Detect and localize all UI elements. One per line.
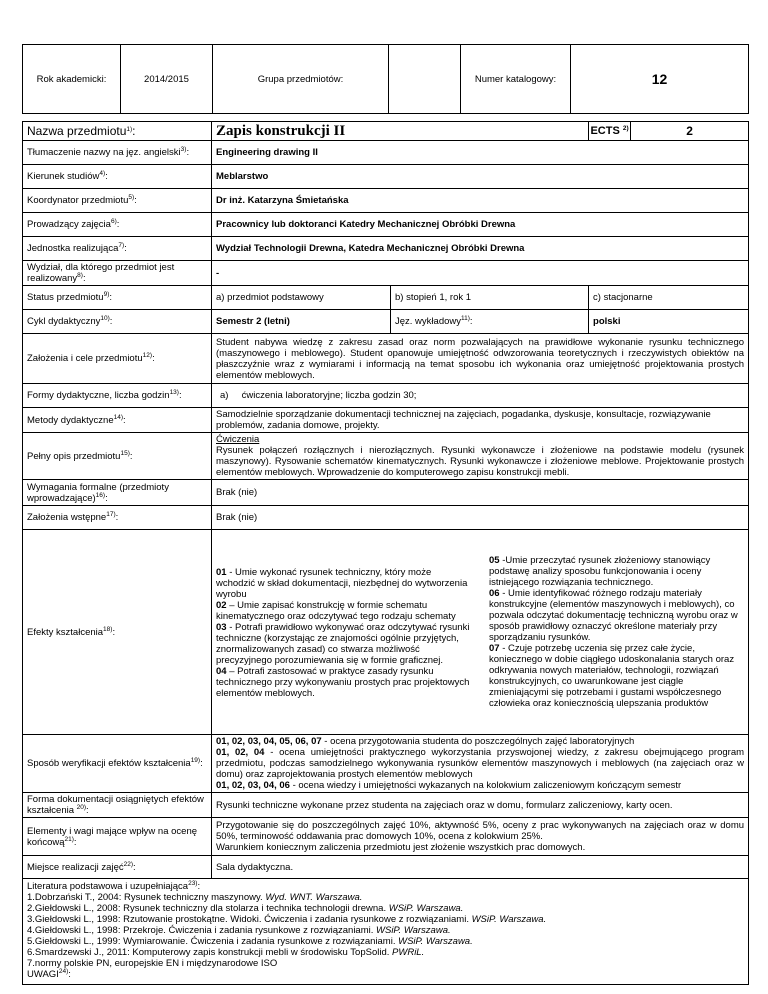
faculty-row xyxy=(23,261,749,286)
literature-item: 1.Dobrzański T., 2004: Rysunek techniczny maszynowy. Wyd. WNT. Warszawa. xyxy=(27,892,363,903)
direction-row xyxy=(23,165,749,189)
verification-value: 01, 02, 03, 04, 05, 06, 07 - ocena przygotowania studenta do poszczególnych zajęć laboratoryjnych 01, 02, 04 - ocena umiejętności praktycznego wykorzystania przyswojonej wiedzy, z zakresu obejmującego program przedmiotu, podczas samodzielnego wykonywania rysunków elementów maszynowych i meblowych (na zajęciach oraz w domu) oraz zaprojektowania prostych elementów meblowych 01, 02, 03, 04, 06 - ocena wiedzy i umiejętności wykazanych na kolokwium zaliczeniowym kończącym semestr xyxy=(212,735,749,793)
effect-01: 01 - Umie wykonać rysunek techniczny, który może wchodzić w skład dokumentacji, niezbędnej do wytworzenia wyrobu xyxy=(216,567,468,600)
literature-row xyxy=(23,879,749,985)
status-row xyxy=(23,286,749,310)
effect-07: 07 - Czuje potrzebę uczenia się przez całe życie, koniecznego w dobie ciągłego udoskonalania starych oraz odkrywania nowych materiałów, technologii, rozwiązań konstrukcyjnych, co uwarunkowane jest ciągle zmieniającymi się potrzebami i gustami współczesnego człowieka oraz koniecznością ulepszania produktów xyxy=(489,643,735,709)
catalog-number: 12 xyxy=(571,45,749,114)
documentation-value: Rysunki techniczne wykonane przez studenta na zajęciach oraz w domu, formularz zaliczeniowy, karty ocen. xyxy=(212,793,749,818)
description-row xyxy=(23,433,749,480)
status-a: a) przedmiot podstawowy xyxy=(212,286,391,310)
faculty-value: - xyxy=(212,261,749,286)
teachers-label: Prowadzący zajęcia$^{6)}$: xyxy=(23,213,212,237)
prereq-label: Założenia wstępne$^{17)}$: xyxy=(23,506,212,530)
description-value: Ćwiczenia Rysunek połączeń rozłącznych i nierozłącznych. Rysunki wykonawcze i złożeniowe na podstawie modelu (rysunek maszynowy). Rysowanie schematów kinematycznych. Rysunki wykonawcze i złożeniowe meblowe. Projektowanie prostych elementów meblowych. Wprowadzenie do komputerowego zapisu konstrukcji mebli. xyxy=(212,433,749,480)
course-name-row xyxy=(23,122,749,141)
effects-label: Efekty kształcenia$^{18)}$: xyxy=(23,530,212,735)
place-label: Miejsce realizacji zajęć$^{22)}$: xyxy=(23,856,212,879)
literature-item: 2.Giełdowski L., 2008: Rysunek techniczny dla stolarza i technika technologii drewna. WSiP. Warszawa. xyxy=(27,903,464,914)
semester-value: Semestr 2 (letni) xyxy=(212,310,391,334)
literature-cell xyxy=(23,879,749,985)
catalog-label: Numer katalogowy: xyxy=(461,45,571,114)
formal-value: Brak (nie) xyxy=(212,480,749,506)
goals-label: Założenia i cele przedmiotu$^{12)}$: xyxy=(23,334,212,384)
documentation-row xyxy=(23,793,749,818)
direction-label: Kierunek studiów$^{4)}$: xyxy=(23,165,212,189)
documentation-label: Forma dokumentacji osiągniętych efektów kształcenia $^{20)}$: xyxy=(23,793,212,818)
group-label: Grupa przedmiotów: xyxy=(213,45,389,114)
effects-row xyxy=(23,530,749,735)
academic-year-label: Rok akademicki: xyxy=(23,45,121,114)
forms-label: Formy dydaktyczne, liczba godzin$^{13)}$: xyxy=(23,384,212,408)
academic-year-value: 2014/2015 xyxy=(121,45,213,114)
prereq-value: Brak (nie) xyxy=(212,506,749,530)
effect-03: 03 - Potrafi prawidłowo wykonywać oraz odczytywać rysunki techniczne (korzystając ze znajomości ogólnie przyjętych, znormalizowanych zasad) co stwarza możliwość precyzyjnego porozumiewania się w formie graficznej. xyxy=(216,622,470,666)
methods-label: Metody dydaktyczne$^{14)}$: xyxy=(23,408,212,433)
formal-label: Wymagania formalne (przedmioty wprowadzające)$^{16)}$: xyxy=(23,480,212,506)
formal-row xyxy=(23,480,749,506)
course-name: Zapis konstrukcji II xyxy=(212,122,589,141)
goals-row xyxy=(23,334,749,384)
status-c: c) stacjonarne xyxy=(589,286,749,310)
literature-item: 5.Giełdowski L., 1999: Wymiarowanie. Ćwiczenia i zadania rysunkowe z rozwiązaniami. WSiP. Warszawa. xyxy=(27,936,473,947)
coordinator-label: Koordynator przedmiotu$^{5)}$: xyxy=(23,189,212,213)
weights-label: Elementy i wagi mające wpływ na ocenę końcową$^{21)}$: xyxy=(23,818,212,856)
effect-05: 05 -Umie przeczytać rysunek złożeniowy stanowiący podstawę analizy sposobu funkcjonowania i oceny istniejącego rozwiązania technicznego. xyxy=(489,555,711,588)
status-b: b) stopień 1, rok 1 xyxy=(391,286,589,310)
weights-value: Przygotowanie się do poszczególnych zajęć 10%, aktywność 5%, oceny z prac wykonywanych na zajęciach oraz w domu 50%, terminowość oddawania prac domowych 10%, ocena z kolokwium 25%. Warunkiem koniecznym zaliczenia przedmiotu jest złożenie wszystkich prac domowych. xyxy=(212,818,749,856)
header-table xyxy=(22,44,748,110)
literature-item: 7.normy polskie PN, europejskie EN i międzynarodowe ISO xyxy=(27,958,278,969)
unit-row xyxy=(23,237,749,261)
direction-value: Meblarstwo xyxy=(212,165,749,189)
unit-value: Wydział Technologii Drewna, Katedra Mechanicznej Obróbki Drewna xyxy=(212,237,749,261)
place-row xyxy=(23,856,749,879)
effect-06: 06 - Umie identyfikować różnego rodzaju materiały konstrukcyjne (elementów maszynowych i meblowych), co pozwala odczytać dokumentację techniczną wyrobu oraz w sposób prawidłowy oznaczyć określone materiały przy sporządzaniu rysunków. xyxy=(489,588,738,643)
verification-row xyxy=(23,735,749,793)
translation-row xyxy=(23,141,749,165)
place-value: Sala dydaktyczna. xyxy=(212,856,749,879)
literature-label: Literatura podstawowa i uzupełniająca$^{23)}$: xyxy=(27,880,201,892)
ects-value: 2 xyxy=(631,122,749,141)
coordinator-row xyxy=(23,189,749,213)
language-value: polski xyxy=(589,310,749,334)
literature-item: 4.Giełdowski L., 1998: Przekroje. Ćwiczenia i zadania rysunkowe z rozwiązaniami. WSiP. Warszawa. xyxy=(27,925,451,936)
methods-row xyxy=(23,408,749,433)
forms-value: a) ćwiczenia laboratoryjne; liczba godzin 30; xyxy=(212,384,749,408)
translation-value: Engineering drawing II xyxy=(212,141,749,165)
effect-02: 02 – Umie zapisać konstrukcję w formie schematu kinematycznego oraz odczytywać tego rodzaju schematy xyxy=(216,600,456,622)
translation-label: Tłumaczenie nazwy na jęz. angielski$^{3)}$: xyxy=(23,141,212,165)
notes-label: UWAGI$^{24)}$: xyxy=(27,968,71,980)
effect-04: 04 – Potrafi zastosować w praktyce zasady rysunku technicznego przy wykonywaniu prostych prac projektowych elementów meblowych. xyxy=(216,666,470,699)
description-label: Pełny opis przedmiotu$^{15)}$: xyxy=(23,433,212,480)
language-label: Jęz. wykładowy$^{11)}$: xyxy=(391,310,589,334)
group-value xyxy=(389,45,461,114)
forms-row xyxy=(23,384,749,408)
cycle-row xyxy=(23,310,749,334)
methods-value: Samodzielnie sporządzanie dokumentacji technicznej na zajęciach, pogadanka, dyskusje, konsultacje, rozwiązywanie problemów, zadania domowe, projekty. xyxy=(212,408,749,433)
teachers-value: Pracownicy lub doktoranci Katedry Mechanicznej Obróbki Drewna xyxy=(212,213,749,237)
weights-row xyxy=(23,818,749,856)
cycle-label: Cykl dydaktyczny$^{10)}$: xyxy=(23,310,212,334)
ects-label: ECTS $^{2)}$ xyxy=(589,122,631,141)
course-name-label: Nazwa przedmiotu$^{1)}$: xyxy=(23,122,212,141)
prereq-row xyxy=(23,506,749,530)
goals-value: Student nabywa wiedzę z zakresu zasad oraz norm pozwalających na prawidłowe wykonanie rysunku technicznego (maszynowego i meblowego). Student opanowuje umiejętność odwzorowania teoretycznych i rzeczywistych obiektów na płaszczyźnie wraz z wymiarami i informacją na temat sposobu ich wykonania oraz umiejętność projektowania prostych elementów meblowych. xyxy=(212,334,749,384)
coordinator-value: Dr inż. Katarzyna Śmietańska xyxy=(212,189,749,213)
verification-label: Sposób weryfikacji efektów kształcenia$^{19)}$: xyxy=(23,735,212,793)
effects-value xyxy=(212,530,749,735)
literature-item: 3.Giełdowski L., 1998: Rzutowanie prostokątne. Widoki. Ćwiczenia i zadania rysunkowe z rozwiązaniami. WSiP. Warszawa. xyxy=(27,914,547,925)
teachers-row xyxy=(23,213,749,237)
course-card-table xyxy=(22,121,748,985)
literature-item: 6.Smardzewski J., 2011: Komputerowy zapis konstrukcji mebli w środowisku TopSolid. PWRiL. xyxy=(27,947,425,958)
faculty-label: Wydział, dla którego przedmiot jest realizowany$^{8)}$: xyxy=(23,261,212,286)
status-label: Status przedmiotu$^{9)}$: xyxy=(23,286,212,310)
unit-label: Jednostka realizująca$^{7)}$: xyxy=(23,237,212,261)
